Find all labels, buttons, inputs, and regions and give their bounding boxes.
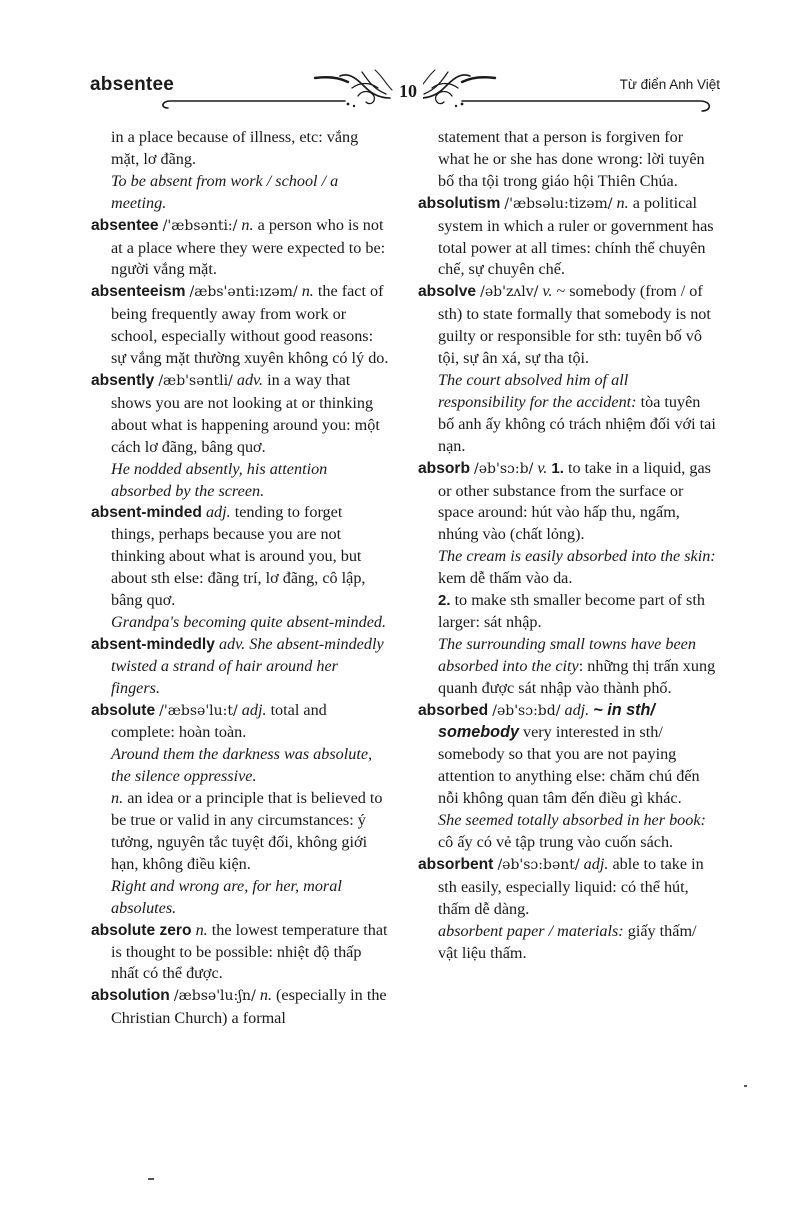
example-with-translation bbox=[438, 810, 718, 854]
part-of-speech: adv. bbox=[218, 634, 246, 653]
headword: absenteeism bbox=[91, 283, 186, 301]
definition: (especially in the Christian Church) a formal bbox=[111, 986, 387, 1028]
example-with-translation bbox=[438, 370, 718, 458]
pronunciation: /æbs'ənti:ızəm/ bbox=[189, 284, 298, 301]
headword: absent-mindedly bbox=[91, 635, 215, 653]
definition: to take in a liquid, gas or other substance from the surface or space around: hút vào hấp thu, ngấm, nhúng vào (chất lỏng). bbox=[438, 458, 711, 544]
example: absorbent paper / materials: bbox=[438, 921, 624, 940]
scan-speck bbox=[744, 1085, 747, 1087]
example-translation: giấy thấm/ vật liệu thấm. bbox=[438, 921, 697, 962]
definition: able to take in sth easily, especially liquid: có thể hút, thấm dễ dàng. bbox=[438, 854, 704, 918]
example-with-translation bbox=[438, 921, 718, 965]
headword: absent-minded bbox=[91, 504, 202, 522]
definition: tending to forget things, perhaps because you are not thinking about what is around you, but about sth else: đãng trí, lơ đãng, cô lập, bâng quơ. bbox=[111, 503, 366, 610]
part-of-speech: n. bbox=[301, 282, 314, 301]
entry-absolutism bbox=[418, 193, 718, 282]
part-of-speech: adj. bbox=[564, 700, 590, 719]
example-translation: : những thị trấn xung quanh được sát nhập vào thành phố. bbox=[438, 656, 716, 697]
definition: a political system in which a ruler or government has total power at all times: chính thể chuyên chế, sự chuyên chế. bbox=[438, 193, 714, 279]
part-of-speech: n. bbox=[241, 215, 254, 234]
pronunciation: /əb'sɔ:bənt/ bbox=[497, 856, 580, 873]
pronunciation: /æb'səntli/ bbox=[158, 372, 233, 389]
definition: in a way that shows you are not looking at or thinking about what is happening around you: một cách lơ đãng, bâng quơ. bbox=[111, 370, 380, 456]
entry-absent-mindedly bbox=[91, 634, 389, 700]
entry-absolve bbox=[418, 281, 718, 370]
headword: absentee bbox=[91, 216, 159, 234]
entry-absorb bbox=[418, 458, 718, 547]
example: The court absolved him of all responsibility for the accident: bbox=[438, 370, 637, 411]
pronunciation: /æbsə'lu:ʃn/ bbox=[173, 988, 256, 1005]
headword: absorbed bbox=[418, 701, 489, 719]
headword: absolve bbox=[418, 283, 477, 301]
continued-definition: statement that a person is forgiven for what he or she has done wrong: lời tuyên bố tha tội trong giáo hội Thiên Chúa. bbox=[438, 128, 705, 190]
entry-absolution bbox=[91, 985, 389, 1030]
example: She absent-mindedly twisted a strand of hair around her fingers. bbox=[111, 634, 384, 697]
definition: the fact of being frequently away from work or school, especially without good reasons: sự vắng mặt thường xuyên không có lý do. bbox=[111, 282, 389, 368]
sense-number: 2. bbox=[438, 592, 451, 610]
example-with-translation bbox=[438, 546, 718, 590]
example: He nodded absently, his attention absorbed by the screen. bbox=[111, 459, 328, 500]
left-column bbox=[91, 127, 389, 1030]
part-of-speech: adj. bbox=[205, 503, 231, 522]
part-of-speech: adv. bbox=[236, 370, 264, 389]
example-with-translation bbox=[438, 634, 718, 700]
headword: absently bbox=[91, 371, 155, 389]
example-translation: kem dễ thấm vào da. bbox=[438, 569, 573, 588]
example: Around them the darkness was absolute, the silence oppressive. bbox=[111, 745, 373, 786]
scan-speck bbox=[148, 1178, 154, 1180]
example: She seemed totally absorbed in her book: bbox=[438, 811, 706, 830]
guide-word: absentee bbox=[90, 74, 174, 95]
definition: ~ somebody (from / of sth) to state formally that somebody is not guilty or responsible for sth: tuyên bố vô tội, sự ân xá, sự tha tội. bbox=[438, 282, 711, 368]
entry-absently bbox=[91, 370, 389, 459]
part-of-speech: n. bbox=[195, 920, 208, 939]
headword: absolute zero bbox=[91, 921, 192, 939]
part-of-speech: adj. bbox=[241, 700, 267, 719]
definition: a person who is not at a place where they were expected to be: người vắng mặt. bbox=[111, 215, 386, 279]
part-of-speech: v. bbox=[537, 458, 548, 477]
definition: the lowest temperature that is thought to be possible: nhiệt độ thấp nhất có thể được. bbox=[111, 920, 388, 983]
entry-absorbent bbox=[418, 854, 718, 921]
sense-number: 1. bbox=[551, 459, 564, 477]
sense-two bbox=[438, 590, 718, 634]
entry-absolute bbox=[91, 700, 389, 745]
headword: absorb bbox=[418, 459, 470, 477]
definition-noun bbox=[111, 788, 389, 876]
pronunciation: /əb'zʌlv/ bbox=[480, 284, 539, 301]
continued-definition: in a place because of illness, etc: vắng mặt, lơ đãng. bbox=[111, 128, 359, 168]
pronunciation: /'æbsəlu:tizəm/ bbox=[504, 195, 613, 212]
part-of-speech: n. bbox=[111, 789, 124, 808]
part-of-speech: adj. bbox=[583, 854, 609, 873]
definition: to make sth smaller become part of sth larger: sát nhập. bbox=[438, 591, 705, 631]
continued-example: To be absent from work / school / a meeting. bbox=[111, 171, 339, 212]
pronunciation: /'æbsə'lu:t/ bbox=[159, 702, 238, 719]
definition: total and complete: hoàn toàn. bbox=[111, 700, 327, 742]
entry-absorbed bbox=[418, 700, 718, 811]
entry-absentee bbox=[91, 215, 389, 282]
example: Right and wrong are, for her, moral absolutes. bbox=[111, 876, 342, 917]
part-of-speech: n. bbox=[259, 986, 272, 1005]
pronunciation: /'æbsənti:/ bbox=[162, 217, 238, 234]
entry-absent-minded bbox=[91, 502, 389, 612]
example-translation: cô ấy có vẻ tập trung vào cuốn sách. bbox=[438, 833, 674, 851]
headword: absolution bbox=[91, 987, 170, 1005]
part-of-speech: v. bbox=[542, 282, 553, 301]
definition: an idea or a principle that is believed to be true or valid in any circumstances: ý tưởng, nguyên tắc tuyệt đối, không giới hạn, không điều kiện. bbox=[111, 789, 383, 873]
pronunciation: /əb'sɔ:bd/ bbox=[492, 702, 561, 719]
example: The cream is easily absorbed into the skin: bbox=[438, 547, 716, 566]
headword: absolute bbox=[91, 701, 156, 719]
definition: very interested in sth/ somebody so that you are not paying attention to anything else: chăm chú đến nỗi không quan tâm đến điều gì khác. bbox=[438, 723, 700, 808]
pronunciation: /əb'sɔ:b/ bbox=[474, 460, 534, 477]
headword: absolutism bbox=[418, 194, 501, 212]
grammar-pattern: ~ in sth/ somebody bbox=[438, 700, 655, 742]
entry-absolute-zero bbox=[91, 920, 389, 986]
page-number: 10 bbox=[393, 81, 423, 102]
example-translation: tòa tuyên bố anh ấy không có trách nhiệm đối với tai nạn. bbox=[438, 392, 716, 455]
example: The surrounding small towns have been absorbed into the city bbox=[438, 634, 696, 675]
entry-absenteeism bbox=[91, 281, 389, 370]
book-title: Từ điển Anh Việt bbox=[619, 77, 720, 92]
headword: absorbent bbox=[418, 855, 494, 873]
page-header bbox=[90, 68, 720, 116]
right-column bbox=[418, 127, 718, 964]
part-of-speech: n. bbox=[616, 193, 629, 212]
example: Grandpa's becoming quite absent-minded. bbox=[111, 612, 387, 631]
